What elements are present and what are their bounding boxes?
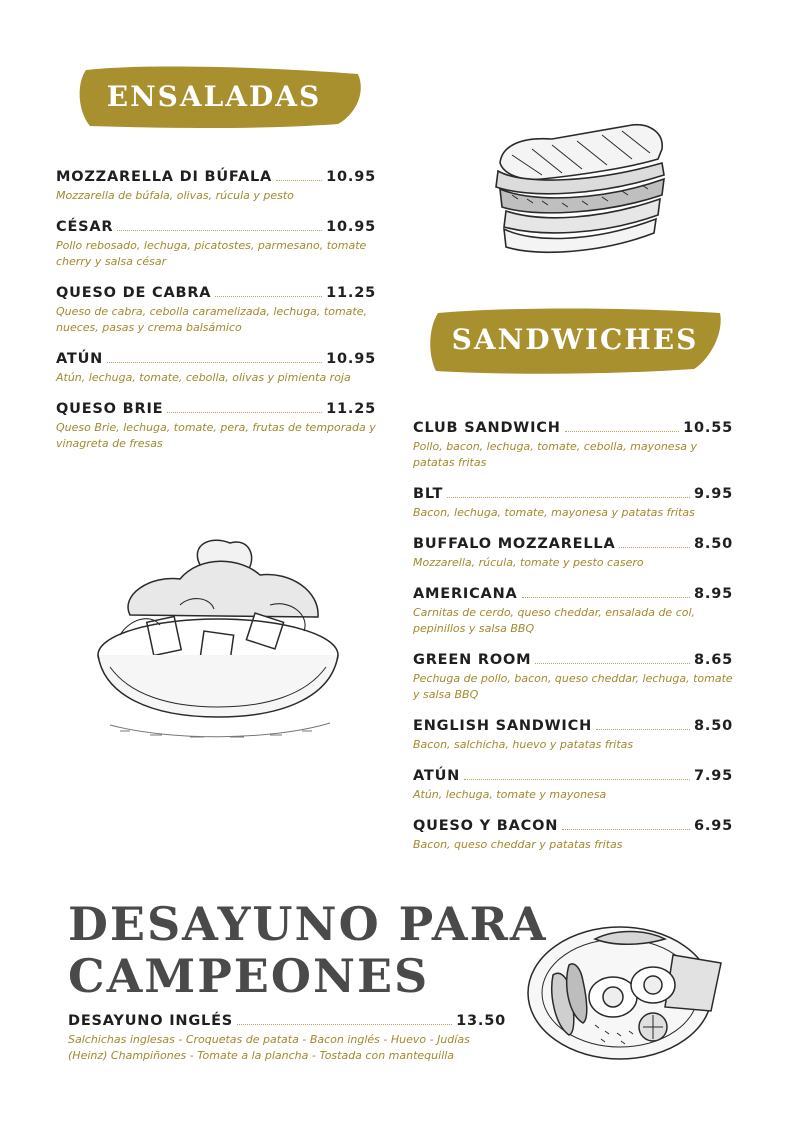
english-breakfast-plate-illustration	[525, 915, 725, 1065]
dot-leader	[562, 829, 690, 830]
item-description: Salchichas inglesas - Croquetas de patata - Bacon inglés - Huevo - Judías (Heinz) Champiñones - Tomate a la plancha - Tostada con mantequilla	[68, 1033, 470, 1062]
sandwich-illustration	[482, 115, 672, 265]
menu-item	[413, 818, 733, 853]
dot-leader	[215, 296, 322, 297]
item-name: DESAYUNO INGLÉS	[68, 1013, 234, 1029]
item-description: Atún, lechuga, tomate y mayonesa	[413, 788, 607, 801]
menu-item	[68, 1013, 506, 1064]
menu-item	[413, 486, 733, 521]
menu-item	[413, 420, 733, 471]
item-description: Bacon, lechuga, tomate, mayonesa y patatas fritas	[413, 506, 695, 519]
dot-leader	[167, 412, 322, 413]
menu-item	[56, 351, 376, 386]
desayuno-list	[68, 1013, 506, 1079]
item-description: Queso de cabra, cebolla caramelizada, lechuga, tomate, nueces, pasas y crema balsámico	[56, 305, 367, 334]
item-description: Carnitas de cerdo, queso cheddar, ensalada de col, pepinillos y salsa BBQ	[413, 606, 696, 635]
item-price: 13.50	[456, 1013, 506, 1029]
item-price: 8.50	[694, 718, 733, 734]
item-price: 11.25	[326, 285, 376, 301]
item-price: 8.65	[694, 652, 733, 668]
menu-item	[56, 219, 376, 270]
item-name: BLT	[413, 486, 444, 502]
item-name: CÉSAR	[56, 219, 114, 235]
item-name: QUESO Y BACON	[413, 818, 559, 834]
item-name: QUESO DE CABRA	[56, 285, 212, 301]
item-price: 10.95	[326, 351, 376, 367]
menu-item	[413, 718, 733, 753]
item-name: ATÚN	[56, 351, 104, 367]
item-description: Bacon, queso cheddar y patatas fritas	[413, 838, 623, 851]
item-description: Mozzarella, rúcula, tomate y pesto casero	[413, 556, 644, 569]
item-description: Pollo, bacon, lechuga, tomate, cebolla, mayonesa y patatas fritas	[413, 440, 698, 469]
dot-leader	[535, 663, 690, 664]
menu-item	[56, 401, 376, 452]
dot-leader	[522, 597, 690, 598]
desayuno-title-line-2: CAMPEONES	[68, 949, 430, 1003]
item-price: 9.95	[694, 486, 733, 502]
menu-item	[56, 169, 376, 204]
item-price: 8.50	[694, 536, 733, 552]
item-description: Pollo rebosado, lechuga, picatostes, parmesano, tomate cherry y salsa césar	[56, 239, 367, 268]
menu-item	[56, 285, 376, 336]
section-title-sandwiches: SANDWICHES	[451, 323, 699, 356]
menu-item	[413, 586, 733, 637]
item-name: ENGLISH SANDWICH	[413, 718, 593, 734]
item-description: Pechuga de pollo, bacon, queso cheddar, lechuga, tomate y salsa BBQ	[413, 672, 733, 701]
salad-bowl-illustration	[90, 535, 345, 745]
section-title-ensaladas: ENSALADAS	[106, 80, 322, 113]
menu-item	[413, 536, 733, 571]
item-price: 6.95	[694, 818, 733, 834]
item-name: MOZZARELLA DI BÚFALA	[56, 169, 273, 185]
item-price: 7.95	[694, 768, 733, 784]
item-description: Bacon, salchicha, huevo y patatas fritas	[413, 738, 634, 751]
dot-leader	[237, 1024, 452, 1025]
dot-leader	[117, 230, 322, 231]
menu-item	[413, 768, 733, 803]
ensaladas-banner	[76, 62, 364, 130]
item-description: Queso Brie, lechuga, tomate, pera, frutas de temporada y vinagreta de fresas	[56, 421, 376, 450]
desayuno-title-line-1: DESAYUNO PARA	[68, 897, 548, 951]
dot-leader	[447, 497, 690, 498]
item-name: ATÚN	[413, 768, 461, 784]
sandwiches-list	[413, 420, 733, 868]
item-name: GREEN ROOM	[413, 652, 532, 668]
dot-leader	[276, 180, 322, 181]
item-name: AMERICANA	[413, 586, 518, 602]
item-price: 10.55	[683, 420, 733, 436]
dot-leader	[107, 362, 322, 363]
desayuno-title	[68, 898, 548, 1002]
sandwiches-banner	[426, 303, 724, 375]
dot-leader	[596, 729, 690, 730]
dot-leader	[619, 547, 690, 548]
item-name: BUFFALO MOZZARELLA	[413, 536, 616, 552]
item-name: CLUB SANDWICH	[413, 420, 561, 436]
item-description: Atún, lechuga, tomate, cebolla, olivas y pimienta roja	[56, 371, 351, 384]
dot-leader	[565, 431, 679, 432]
item-price: 11.25	[326, 401, 376, 417]
ensaladas-list	[56, 169, 376, 467]
menu-item	[413, 652, 733, 703]
item-price: 8.95	[694, 586, 733, 602]
item-description: Mozzarella de búfala, olivas, rúcula y pesto	[56, 189, 294, 202]
item-name: QUESO BRIE	[56, 401, 164, 417]
item-price: 10.95	[326, 219, 376, 235]
dot-leader	[464, 779, 690, 780]
item-price: 10.95	[326, 169, 376, 185]
